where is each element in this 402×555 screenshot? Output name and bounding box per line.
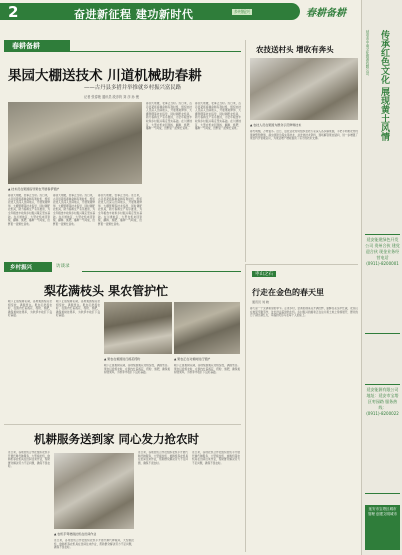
section-2-tab-label: 乡村振兴	[10, 265, 33, 271]
section-2-tag: 访谈录	[56, 264, 70, 269]
section-1-photo	[8, 102, 142, 184]
section-1-photo-caption: ▲ 技术员在果园指导果农开展春季管护	[8, 187, 60, 191]
section-3-body-col-2: 连日来，各地农机合作社组织农机手开展代耕代种服务，大型拖拉机、旋耕机等农机具在田间往来作业，帮助群众解决劳力不足问题，确保不误农时。	[54, 539, 134, 550]
section-3-photo-caption: ▲ 农机手驾驶拖拉机在田间作业	[54, 532, 97, 536]
section-2-body-col-4: 眼下正值梨树花期，各地梨园梨花竞相绽放，满园雪白。果农们抢抓农时，在园内忙着疏花、授粉、施肥，确保梨树挂果率，为秋季丰收打下良好基础。	[174, 364, 240, 375]
section-2-headline: 梨花满枝头 果农管护忙	[44, 284, 169, 298]
masthead	[0, 0, 358, 24]
section-3-photo	[54, 453, 134, 529]
side-rail-ad-2: 延安能源有限公司 地址：延安市宝塔区枣园路 服务热线：(0911)-8200022	[365, 384, 400, 494]
section-right-1	[245, 40, 358, 262]
section-right-1-photo-caption: ▲ 农技人员在果园为群众示范修剪技术	[250, 123, 302, 127]
masthead-emblem: 春耕备耕	[306, 8, 346, 19]
section-2-photo-2	[174, 302, 240, 354]
section-1-body-col-4: 春到大地暖，农事正当时。连日来，古丹县紧抓春耕备耕有利时机，组织农技人员深入田间地头，开展果树修剪、大棚管理等技术指导，同时调配农机具，助力春耕生产有序推进，为全年粮食丰收和乡村振兴奠定坚实基础。在川道地区，大型农机来回穿梭，翻耕、施肥、播种一气呵成，田野里一派繁忙景象。	[146, 102, 192, 131]
section-right-2-headline: 行走在金色的春天里	[252, 287, 324, 297]
section-2-photo-2-caption: ▲ 果农正在对梨树进行管护	[174, 357, 211, 361]
section-1-body-col-3: 春到大地暖，农事正当时。连日来，古丹县紧抓春耕备耕有利时机，组织农技人员深入田间地头，开展果树修剪、大棚管理等技术指导，同时调配农机具，助力春耕生产有序推进，为全年粮食丰收和乡村振兴奠定坚实基础。在川道地区，大型农机来回穿梭，翻耕、施肥、播种一气呵成，田野里一派繁忙景象。	[98, 194, 142, 226]
section-2-body-col-3: 眼下正值梨树花期，各地梨园梨花竞相绽放，满园雪白。果农们抢抓农时，在园内忙着疏花、授粉、施肥，确保梨树挂果率，为秋季丰收打下良好基础。	[104, 364, 170, 375]
side-rail	[361, 0, 402, 555]
section-3-body-col-3: 连日来，各地农机合作社组织农机手开展代耕代种服务，大型拖拉机、旋耕机等农机具在田间往来作业，帮助群众解决劳力不足问题，确保不误农时。	[138, 451, 188, 465]
section-right-1-body: 春光明媚，万物复苏。近日，县农业农村局组织农技专家深入各乡镇果园，手把手向果农传授果树整形修剪、病虫害防治等实用技术，并发放技术资料，现场解答果农疑问，进一步增强了果农科学管理意识，为果业增产增收提供了有力的技术支撑。	[250, 130, 358, 141]
section-2-body-col-2: 眼下正值梨树花期，各地梨园梨花竞相绽放，满园雪白。果农们抢抓农时，在园内忙着疏花、授粉、施肥，确保梨树挂果率，为秋季丰收打下良好基础。	[56, 300, 100, 318]
side-rail-title: 传承红色文化 展现黄土风情	[379, 30, 389, 142]
section-right-2	[245, 264, 358, 552]
section-1-headline: 果园大棚送技术 川道机械助春耕	[8, 68, 202, 84]
section-2-photo-1-caption: ▲ 果农在梨园进行疏花授粉	[104, 357, 141, 361]
section-right-1-headline: 农技送村头 增收有奔头	[256, 45, 334, 54]
masthead-slogan: 奋进新征程 建功新时代	[74, 8, 194, 21]
side-rail-note: 延安市中南文化旅游有限公司	[366, 30, 370, 76]
section-1-rule	[70, 51, 241, 52]
section-3-headline: 机耕服务送到家 同心发力抢农时	[34, 432, 200, 446]
section-2-rule	[82, 271, 241, 272]
section-right-2-tag: 枣山之石	[252, 271, 276, 277]
masthead-stamp: 乡村振兴	[234, 9, 250, 14]
section-right-2-byline: 通讯员 刘 晓	[252, 300, 269, 304]
section-1-body-col-2: 春到大地暖，农事正当时。连日来，古丹县紧抓春耕备耕有利时机，组织农技人员深入田间地头，开展果树修剪、大棚管理等技术指导，同时调配农机具，助力春耕生产有序推进，为全年粮食丰收和乡村振兴奠定坚实基础。在川道地区，大型农机来回穿梭，翻耕、施肥、播种一气呵成，田野里一派繁忙景象。	[53, 194, 95, 226]
section-right-1-photo	[250, 58, 358, 120]
section-2-photo-1	[104, 302, 172, 354]
section-1-tab-label: 春耕备耕	[12, 42, 40, 50]
section-1	[4, 40, 241, 258]
section-1-byline: 记者 张春艳 通讯员 段彦钧 刘 彦 孙 俊	[84, 95, 139, 99]
section-1-body-col-1: 春到大地暖，农事正当时。连日来，古丹县紧抓春耕备耕有利时机，组织农技人员深入田间地头，开展果树修剪、大棚管理等技术指导，同时调配农机具，助力春耕生产有序推进，为全年粮食丰收和乡村振兴奠定坚实基础。在川道地区，大型农机来回穿梭，翻耕、施肥、播种一气呵成，田野里一派繁忙景象。	[8, 194, 50, 226]
section-1-body-col-5: 春到大地暖，农事正当时。连日来，古丹县紧抓春耕备耕有利时机，组织农技人员深入田间地头，开展果树修剪、大棚管理等技术指导，同时调配农机具，助力春耕生产有序推进，为全年粮食丰收和乡村振兴奠定坚实基础。在川道地区，大型农机来回穿梭，翻耕、施肥、播种一气呵成，田野里一派繁忙景象。	[195, 102, 241, 131]
section-2-body-col-1: 眼下正值梨树花期，各地梨园梨花竞相绽放，满园雪白。果农们抢抓农时，在园内忙着疏花、授粉、施肥，确保梨树挂果率，为秋季丰收打下良好基础。	[8, 300, 52, 318]
section-2	[4, 262, 241, 422]
section-3-body-col-1: 连日来，各地农机合作社组织农机手开展代耕代种服务，大型拖拉机、旋耕机等农机具在田间往来作业，帮助群众解决劳力不足问题，确保不误农时。	[8, 451, 50, 469]
section-3-body-col-4: 连日来，各地农机合作社组织农机手开展代耕代种服务，大型拖拉机、旋耕机等农机具在田间往来作业，帮助群众解决劳力不足问题，确保不误农时。	[192, 451, 240, 465]
section-right-2-body: 春天是一个充满希望的季节。走进乡村，金黄的油菜花开满田野，蜜蜂在花丛中忙碌，农民们在地里辛勤劳作，处处洋溢着勃勃生机。乡村振兴的画卷正在这片黄土地上徐徐展开，群众的日子越过越红火，幸福的笑容写在每个人的脸上。	[250, 307, 358, 318]
side-rail-footer: 延安市宝塔区城市管理 创建文明城市	[365, 505, 400, 550]
section-3	[4, 424, 241, 552]
section-1-subhead: ——古丹县多措并举推就乡村振兴富民路	[84, 85, 182, 91]
side-rail-ad-1: 延安能建绿色开发公司 贵州合伙 建党迎合伙 现金业务经营电话 (0911)-8200001	[365, 234, 400, 334]
page-number: 2	[8, 3, 19, 21]
